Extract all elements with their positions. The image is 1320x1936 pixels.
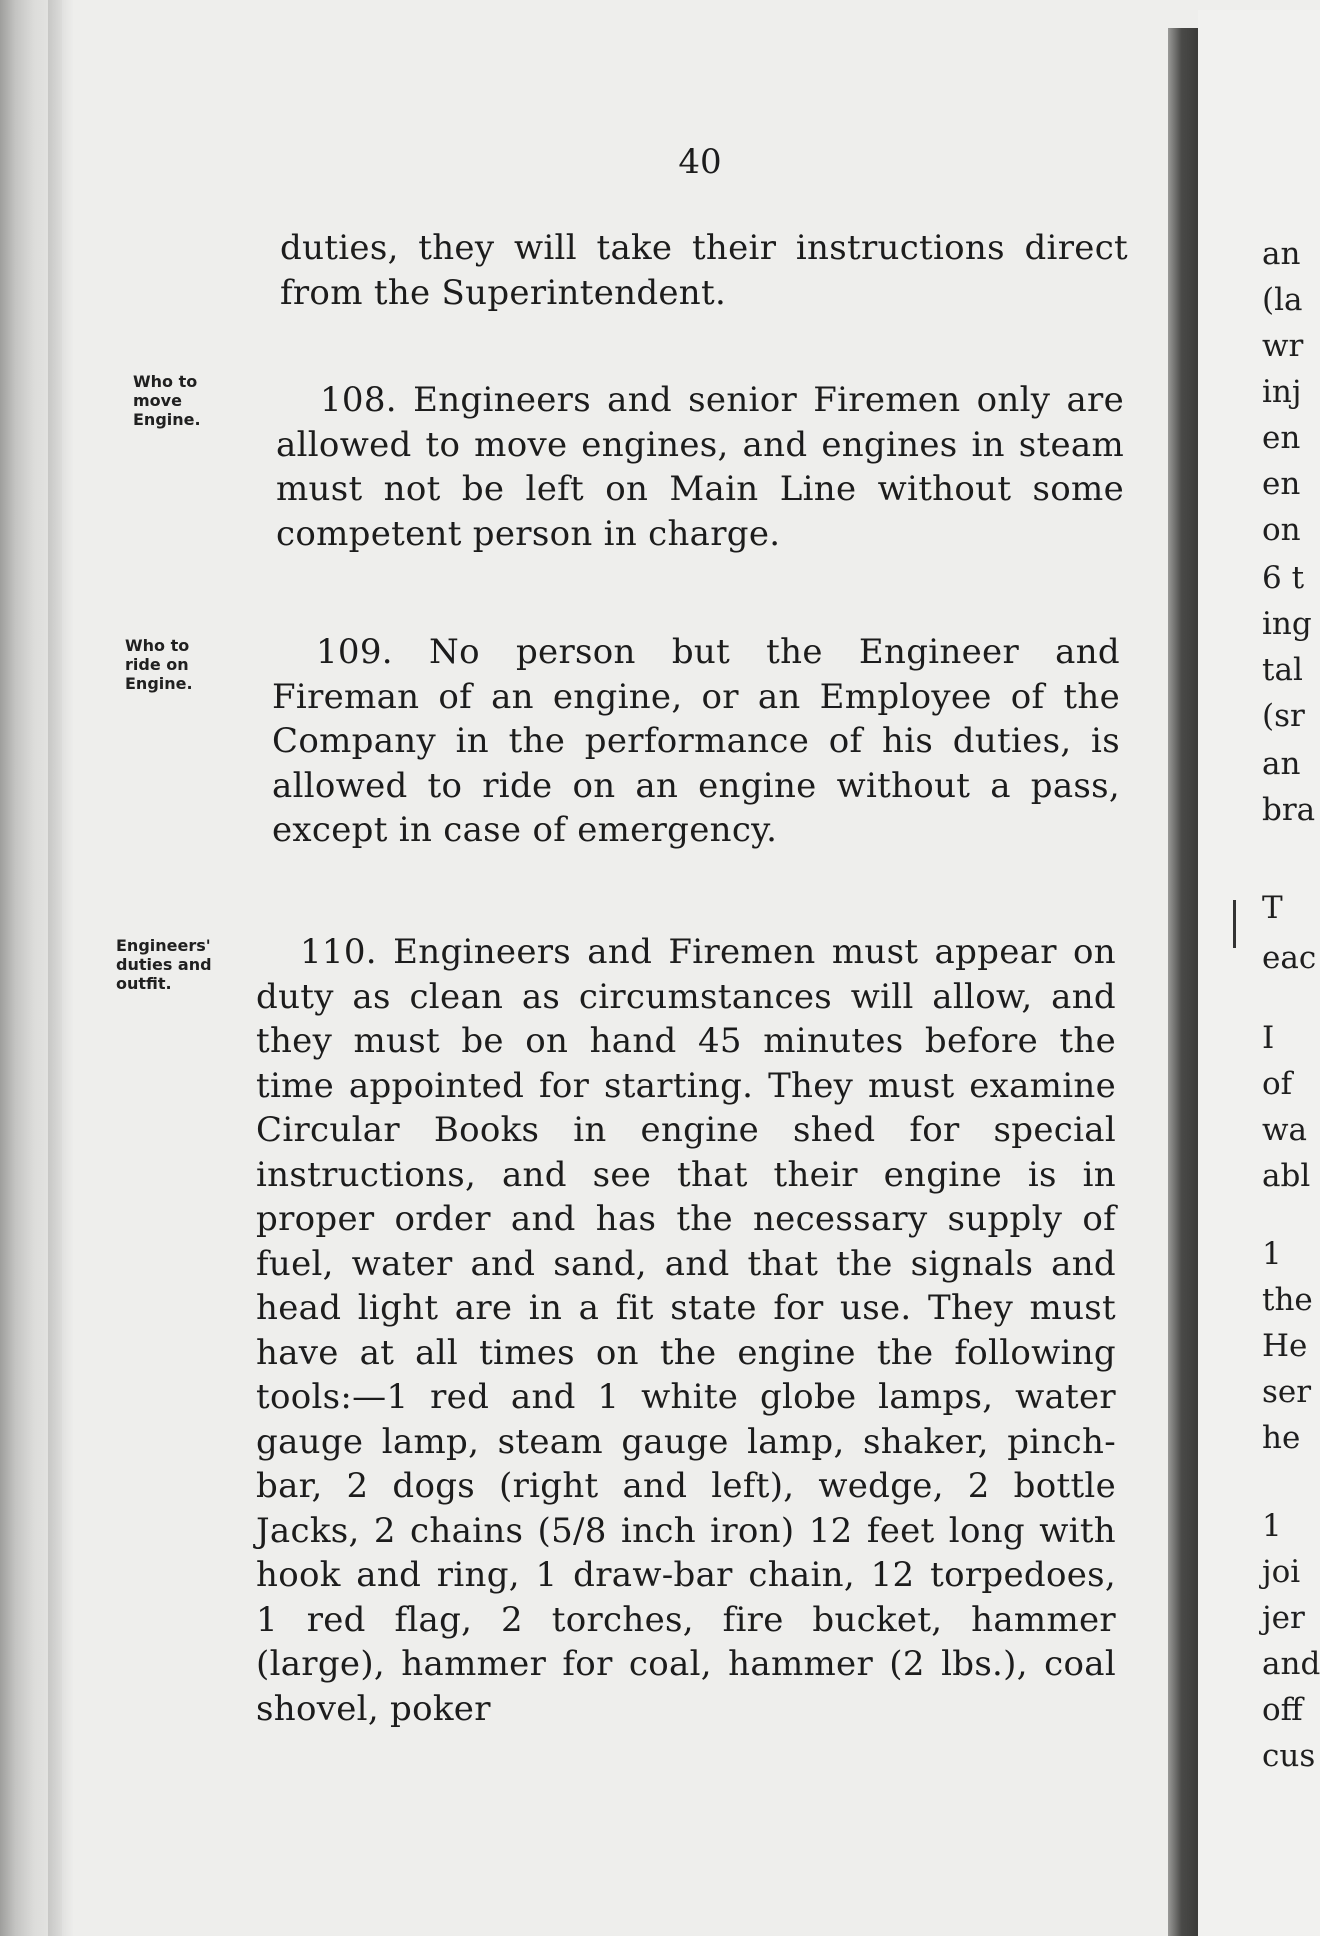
rule-110-paragraph: 110. Engineers and Firemen must appear on duty as clean as circumstances will allow, and they must be on hand 45 minutes before the time appointed for starting. They must examine Circular Books in engine shed for special instructions, and see that their engine is in proper order and has the necessary supply of fuel, water and sand, and that the signals and head light are in a fit state for use. They must have at all times on the engine the following tools:—1 red and 1 white globe lamps, water gauge lamp, steam gauge lamp, shaker, pinch-bar, 2 dogs (right and left), wedge, 2 bottle Jacks, 2 chains (5/8 inch iron) 12 feet long with hook and ring, 1 draw-bar chain, 12 torpedoes, 1 red flag, 2 torches, fire bucket, hammer (large), hammer for coal, hammer (2 lbs.), coal shovel, poker — [256, 932, 1116, 1729]
continuation-paragraph: duties, they will take their instructions direct from the Superintendent. — [280, 228, 1128, 313]
next-page-line: joi — [1262, 1554, 1301, 1590]
next-page-line: of — [1262, 1066, 1293, 1102]
next-page-line: wr — [1262, 328, 1304, 364]
next-page-line: ser — [1262, 1374, 1312, 1410]
sidenote-line: Engine. — [133, 410, 201, 429]
page-number: 40 — [678, 142, 722, 182]
next-page-line: (la — [1262, 282, 1303, 318]
sidenote-line: Engineers' — [116, 936, 211, 955]
next-page-line: tal — [1262, 652, 1303, 688]
next-page-line: he — [1262, 1420, 1301, 1456]
binding-shadow — [48, 0, 74, 1936]
sidenote-engineers-duties-and-outfit — [116, 936, 212, 993]
next-page-line: ing — [1262, 606, 1312, 642]
rule-108-paragraph: 108. Engineers and senior Firemen only are allowed to move engines, and engines in steam must not be left on Main Line without some competent person in charge. — [276, 380, 1124, 554]
sidenote-line: ride on — [125, 655, 189, 674]
next-page-line: 1 — [1262, 1508, 1282, 1544]
sidenote-line: Who to — [133, 372, 198, 391]
next-page-line: cus — [1262, 1738, 1316, 1774]
next-page-line: 1 — [1262, 1236, 1282, 1272]
rule-109-paragraph: 109. No person but the Engineer and Fireman of an engine, or an Employee of the Company in the performance of his duties, is allowed to ride on an engine without a pass, except in case of emergency. — [272, 632, 1120, 850]
next-page-line: en — [1262, 420, 1301, 456]
sidenote-line: Who to — [125, 636, 190, 655]
next-page-line: eac — [1262, 940, 1317, 976]
sidenote-line: Engine. — [125, 674, 193, 693]
sidenote-line: duties and — [116, 955, 212, 974]
sidenote-who-to-move-engine — [133, 372, 201, 429]
next-page-line: en — [1262, 466, 1301, 502]
page-gutter — [1168, 28, 1198, 1936]
next-page-line: 6 t — [1262, 560, 1305, 596]
next-page-line: an — [1262, 746, 1301, 782]
next-page-line: the — [1262, 1282, 1313, 1318]
next-page-line: He — [1262, 1328, 1308, 1364]
next-page-line: off — [1262, 1692, 1303, 1728]
next-page-line: jer — [1262, 1600, 1305, 1636]
next-page-line: abl — [1262, 1158, 1311, 1194]
next-page-line: inj — [1262, 374, 1302, 410]
margin-mark — [1233, 900, 1236, 948]
next-page-line: bra — [1262, 792, 1316, 828]
sidenote-line: outfit. — [116, 974, 172, 993]
next-page-line: (sr — [1262, 698, 1305, 734]
sidenote-line: move — [133, 391, 182, 410]
next-page-line: wa — [1262, 1112, 1308, 1148]
next-page-line: T — [1262, 890, 1283, 926]
next-page-line: on — [1262, 512, 1301, 548]
next-page-line: an — [1262, 236, 1301, 272]
sidenote-who-to-ride-on-engine — [125, 636, 193, 693]
next-page-line: and — [1262, 1646, 1320, 1682]
next-page-line: I — [1262, 1020, 1275, 1056]
